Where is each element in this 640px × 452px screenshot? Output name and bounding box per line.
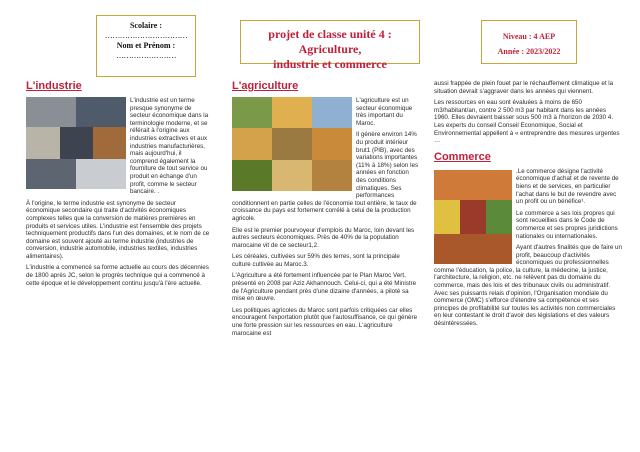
- agriculture-photo-collage: [232, 97, 352, 191]
- agriculture-heading: L'agriculture: [232, 80, 299, 92]
- name-dots: ……………………: [116, 51, 176, 60]
- industrie-heading: L'industrie: [26, 80, 82, 92]
- agriculture-column: [232, 80, 420, 341]
- year-label: Année : 2023/2022: [497, 47, 561, 56]
- level-label: Niveau : 4 AEP: [502, 32, 556, 41]
- agriculture-paragraph-5: L'Agriculture a été fortement influencée par le Plan Maroc Vert, présenté en 2008 par Aziz Akhannouch. Celui-ci, qui a été Ministre de l'Agriculture pendant près d'une dizaine d'années, a piloté sa mise en œuvre.: [232, 272, 417, 303]
- commerce-paragraph-3: Ayant d'autres finalités que de faire un profit, beaucoup d'activités économiques ou professionnelles comme l'éducation, la police, la culture, la médecine, la justice, l'architecture, la religion, etc. ne relèvent pas du domaine du commerce, mais des lois et des tribunaux civils ou administratif. Avec ses puissants relais d'opinion, l'Organisation mondiale du commerce (OMC) s'efforce d'étendre sa compétence et ses principes de profitabilité sur toutes les activités non commerciales en leur contestant le droit d'avoir des législations et des valeurs désintéressées.: [434, 244, 623, 328]
- agriculture-paragraph-4: Les céréales, cultivées sur 59% des terres, sont la principale culture cultivée au Maroc.3.: [232, 253, 400, 268]
- agriculture-continued-2: Les ressources en eau sont évaluées à moins de 650 m3/habitant/an, contre 2 500 m3 par habitant dans les années 1960. Elles devraient baisser sous 500 m3 à l'horizon de 2030 4. Les experts du conseil Conseil Economique, Social et Environnemental appellent à « entreprendre des mesures urgentes …: [434, 99, 620, 145]
- industrie-paragraph-3: L'industrie a commencé sa forme actuelle au cours des décennies de 1800 après JC, selon le progrès technique qui a commencé à cette époque et le développement continu jusqu'à l'ère actuelle.: [26, 264, 209, 287]
- commerce-paragraph-1: .Le commerce désigne l'activité économique d'achat et de revente de biens et de services, en particulier l'achat dans le but de revendre avec un profit ou un bénéfice¹.: [516, 167, 619, 206]
- agriculture-paragraph-3: Elle est le premier pourvoyeur d'emplois du Maroc, loin devant les autres secteurs économiques. Près de 40% de la population marocaine vit de ce secteur1,2.: [232, 226, 415, 249]
- agriculture-paragraph-1: L'agriculture est un secteur économique très important du Maroc.: [356, 97, 413, 127]
- school-dots: ……………………………: [104, 31, 188, 40]
- school-label: Scolaire :: [129, 21, 163, 30]
- industrie-photo-collage: [26, 97, 126, 189]
- student-info-box: [96, 15, 196, 77]
- industrie-paragraph-2: À l'origine, le terme industrie est synonyme de secteur économique secondaire qui traite d'activités économiques complexes telles que la conversion de matières premières en produits et services utiles. L'industrie est l'ensemble des projets techniquement productifs dans l'un des domaines, et le nom de ce domaine est souvent ajouté au terme industrie (industries de conversion, industrie automobile, industries textiles, industries alimentaires).: [26, 199, 210, 260]
- level-year-box: [481, 20, 577, 64]
- commerce-heading: Commerce: [434, 150, 491, 163]
- commerce-column: [434, 80, 622, 332]
- agriculture-paragraph-6: Les politiques agricoles du Maroc sont parfois critiquées car elles encouragent l'exportation plutôt que l'autosuffisance, ce qui génère une forte pression sur les ressources en eau. L'agriculture marocaine est: [232, 306, 418, 337]
- industrie-column: [26, 80, 210, 291]
- name-label: Nom et Prénom :: [116, 41, 176, 50]
- agriculture-continued-1: aussi frappée de plein fouet par le réchauffement climatique et la situation devrait s'aggraver dans les années qui viennent.: [434, 80, 614, 95]
- industrie-paragraph-1: L'industrie est un terme presque synonyme de secteur économique dans la terminologie moderne, et se référait à l'origine aux industries extractives et aux industries manufacturières, mais aujourd'hui, il comprend également la fourniture de tout service ou produit en échange d'un profit, comme le secteur bancaire. .: [130, 97, 209, 196]
- title-line-1: projet de classe unité 4 : Agriculture,: [268, 27, 392, 56]
- commerce-paragraph-2: Le commerce a ses lois propres qui sont recueillies dans le Code de commerce et ses propres juridictions nationales ou internationales.: [516, 209, 618, 240]
- market-photo: [434, 170, 512, 264]
- project-title-box: [240, 20, 420, 71]
- title-line-2: industrie et commerce: [273, 57, 387, 71]
- agriculture-paragraph-2: Il génère environ 14% du produit intérieur brut1 (PIB), avec des variations importantes (11% à 18%) selon les années en fonction des conditions climatiques. Ses performances conditionnent en partie celles de l'économie tout entière, le taux de croissance du pays est fortement corrélé à celui de la production agricole.: [232, 131, 419, 222]
